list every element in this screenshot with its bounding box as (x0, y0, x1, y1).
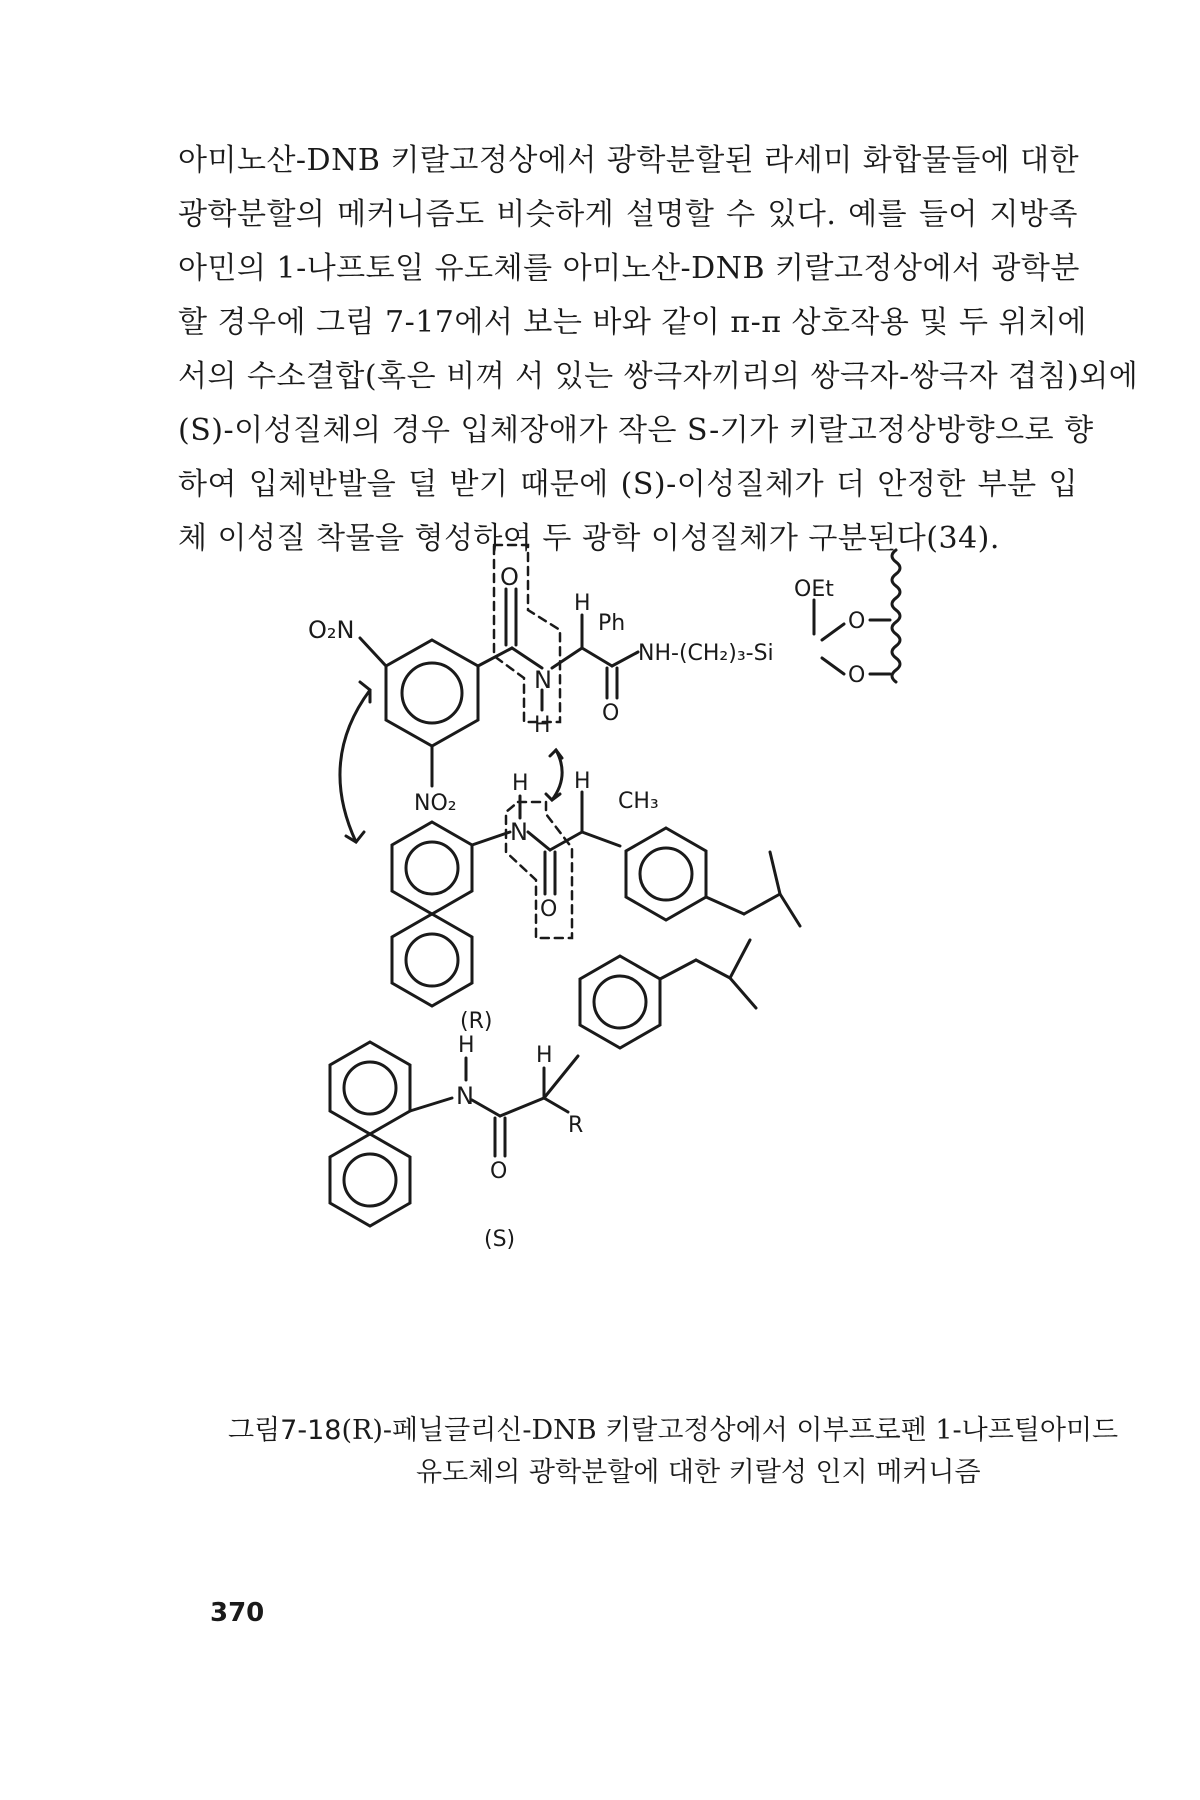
bond-r-carbonyl-alpha (550, 832, 582, 850)
body-line-3: 아민의 1-나프토일 유도체를 아미노산-DNB 키랄고정상에서 광학분 (178, 251, 1080, 286)
body-line-2: 광학분할의 메커니즘도 비슷하게 설명할 수 있다. 예를 들어 지방족 (178, 197, 1078, 232)
caption-line-1: (R)-페닐글리신-DNB 키랄고정상에서 이부프로펜 1-나프틸아미드 (341, 1415, 1119, 1446)
page-number: 370 (210, 1598, 265, 1628)
label-oet: OEt (794, 577, 834, 602)
bond-si-o-2 (822, 658, 844, 674)
caption-line-2: 유도체의 광학분할에 대한 키랄성 인지 메커니즘 (416, 1457, 981, 1488)
label-s-alpha-h: H (536, 1043, 553, 1068)
bond-s-ch-me2 (730, 978, 756, 1008)
body-line-7: 하여 입체반발을 덜 받기 때문에 (S)-이성질체가 더 안정한 부분 입 (178, 467, 1078, 502)
label-o-si-2: O (848, 663, 866, 688)
s-naphthalene-circle-2 (344, 1154, 396, 1206)
label-carbonyl-o-top: O (500, 563, 519, 591)
bond-s-ring-ch2 (660, 960, 696, 979)
r-naphthalene-ring-1 (392, 822, 472, 914)
label-h-under-n: H (534, 713, 551, 738)
bond-s-alpha-r (544, 1098, 568, 1112)
label-s-enantiomer: (S) (484, 1227, 516, 1252)
r-phenyl-circle (640, 848, 692, 900)
bond-n-alpha (552, 648, 582, 668)
label-alpha-h-top: H (574, 591, 591, 616)
label-r-n: N (510, 818, 528, 846)
label-r-alpha-h: H (574, 769, 591, 794)
bond-carbonyl-nh (612, 652, 638, 666)
bond-s-ch2-ch (696, 960, 730, 978)
s-phenyl-circle (594, 976, 646, 1028)
silica-surface-wavy (892, 550, 900, 682)
bond-r-naph-n (472, 832, 510, 845)
bond-s-carbonyl-alpha (500, 1098, 544, 1116)
label-r-enantiomer: (R) (460, 1009, 493, 1034)
s-phenyl-ring (580, 956, 660, 1048)
figure-caption (228, 1410, 1119, 1494)
bond-r-ring-ch2 (706, 897, 744, 914)
mechanism-diagram (300, 563, 1040, 1390)
label-s-nh-h: H (458, 1033, 475, 1058)
label-o2n: O₂N (308, 616, 355, 644)
bond-s-n-carbonyl (472, 1100, 500, 1116)
bond-s-ch-me1 (730, 940, 750, 978)
r-naphthalene-circle-2 (406, 934, 458, 986)
bond-carbonyl-n (512, 648, 542, 668)
label-o-si-1: O (848, 609, 866, 634)
label-phenyl-ph: Ph (598, 611, 626, 636)
pi-pi-interaction-arrow (340, 690, 370, 842)
body-line-5: 서의 수소결합(혹은 비껴 서 있는 쌍극자끼리의 쌍극자-쌍극자 겹침)외에 (178, 359, 1139, 394)
body-line-4: 할 경우에 그림 7-17에서 보는 바와 같이 π-π 상호작용 및 두 위치에 (178, 305, 1087, 340)
label-nh-chain: NH-(CH₂)₃-Si (638, 641, 774, 666)
bond-r-alpha-ring (582, 832, 620, 846)
label-n-top: N (534, 666, 552, 694)
bond-r-ch-me1 (770, 852, 780, 894)
s-naphthalene-circle-1 (344, 1062, 396, 1114)
label-no2: NO₂ (414, 791, 457, 816)
label-r-carbonyl-o: O (540, 897, 558, 922)
bond-r-ch2-ch (744, 894, 780, 914)
body-line-6: (S)-이성질체의 경우 입체장애가 작은 S-기가 키랄고정상방향으로 향 (178, 413, 1094, 448)
dnb-aromatic-circle (402, 663, 462, 723)
body-line-1: 아미노산-DNB 키랄고정상에서 광학분할된 라세미 화합물들에 대한 (178, 143, 1080, 178)
arrowhead-hb-top (550, 750, 562, 758)
body-line-8: 체 이성질 착물을 형성하여 두 광학 이성질체가 구분된다(34). (178, 521, 1000, 556)
label-r-ch3: CH₃ (618, 789, 659, 814)
label-r-nh-h: H (512, 771, 529, 796)
bond-si-o-1 (822, 624, 844, 640)
bond-alpha-carbonyl (582, 648, 612, 666)
body-paragraph (178, 134, 1139, 566)
label-s-carbonyl-o: O (490, 1159, 508, 1184)
s-naphthalene-ring-1 (330, 1042, 410, 1134)
chemical-structure-figure (300, 563, 1040, 1390)
r-phenyl-ring (626, 828, 706, 920)
label-s-n: N (456, 1082, 474, 1110)
bond-r-n-carbonyl (528, 832, 550, 850)
bond-r-ch-me2 (780, 894, 800, 926)
s-naphthalene-ring-2 (330, 1134, 410, 1226)
label-s-r-group: R (568, 1113, 584, 1138)
r-naphthalene-circle-1 (406, 842, 458, 894)
bond-s-naph-n (410, 1098, 452, 1111)
caption-number: 7-18 (280, 1415, 342, 1446)
caption-label: 그림 (228, 1415, 281, 1446)
dnb-benzene-ring (386, 640, 478, 746)
bond-o2n-ring (360, 638, 386, 666)
r-naphthalene-ring-2 (392, 914, 472, 1006)
label-amide-o: O (602, 701, 620, 726)
